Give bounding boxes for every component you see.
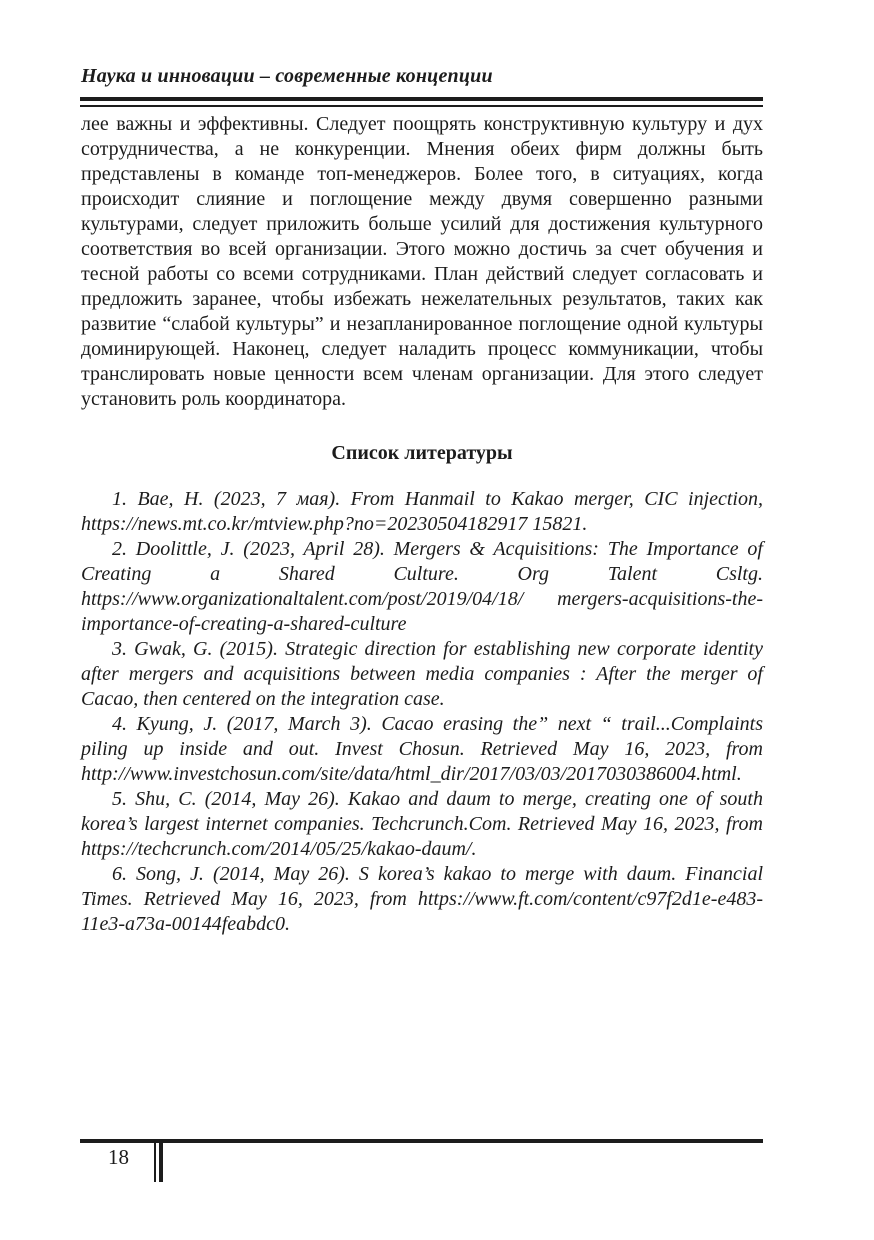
reference-item: 3. Gwak, G. (2015). Strategic direction for establishing new corporate identity after mergers and acquisitions between media companies : After the merger of Cacao, then centered on the integration case.: [81, 638, 763, 710]
reference-item: 2. Doolittle, J. (2023, April 28). Mergers & Acquisitions: The Importance of Creating a Shared Culture. Org Talent Csltg. https://www.organizationaltalent.com/post/2019/04/18/ mergers-acquisitions-the-importance-of-creating-a-shared-culture: [81, 538, 763, 635]
references-heading: Список литературы: [331, 442, 513, 464]
reference-item: 4. Kyung, J. (2017, March 3). Cacao erasing the” next “ trail...Complaints piling up inside and out. Invest Chosun. Retrieved May 16, 2023, from http://www.investchosun.com/site/data/html_dir/2017/03/03/2017030386004.html.: [81, 713, 763, 785]
reference-item: 1. Bae, H. (2023, 7 мая). From Hanmail to Kakao merger, CIC injection, https://news.mt.co.kr/mtview.php?no=20230504182917 15821.: [81, 488, 763, 535]
running-head-title: Наука и инновации – современные концепции: [81, 65, 493, 87]
body-paragraph: лее важны и эффективны. Следует поощрять конструктивную культуру и дух сотрудничества, а не конкуренции. Мнения обеих фирм должны быть представлены в команде топ-менеджеров. Более того, в ситуациях, когда происходит слияние и поглощение между двумя совершенно разными культурами, следует приложить больше усилий для достижения культурного соответствия во всей организации. Этого можно достичь за счет обучения и тесной работы со всеми сотрудниками. План действий следует согласовать и предложить заранее, чтобы избежать нежелательных результатов, таких как развитие “слабой культуры” и незапланированное поглощение одной культуры доминирующей. Наконец, следует наладить процесс коммуникации, чтобы транслировать новые ценности всем членам организации. Для этого следует установить роль координатора.: [81, 113, 763, 410]
footer-vertical-rule: [154, 1139, 163, 1182]
footer-rule: [80, 1139, 763, 1143]
reference-item: 5. Shu, C. (2014, May 26). Kakao and daum to merge, creating one of south korea’s largest internet companies. Techcrunch.Com. Retrieved May 16, 2023, from https://techcrunch.com/2014/05/25/kakao-daum/.: [81, 788, 763, 860]
header-double-rule: [80, 97, 763, 107]
page-number: 18: [108, 1145, 129, 1169]
reference-item: 6. Song, J. (2014, May 26). S korea’s kakao to merge with daum. Financial Times. Retrieved May 16, 2023, from https://www.ft.com/content/c97f2d1e-e483-11e3-a73a-00144feabdc0.: [81, 863, 763, 935]
page-content: [81, 112, 763, 937]
references-list: [81, 487, 763, 937]
